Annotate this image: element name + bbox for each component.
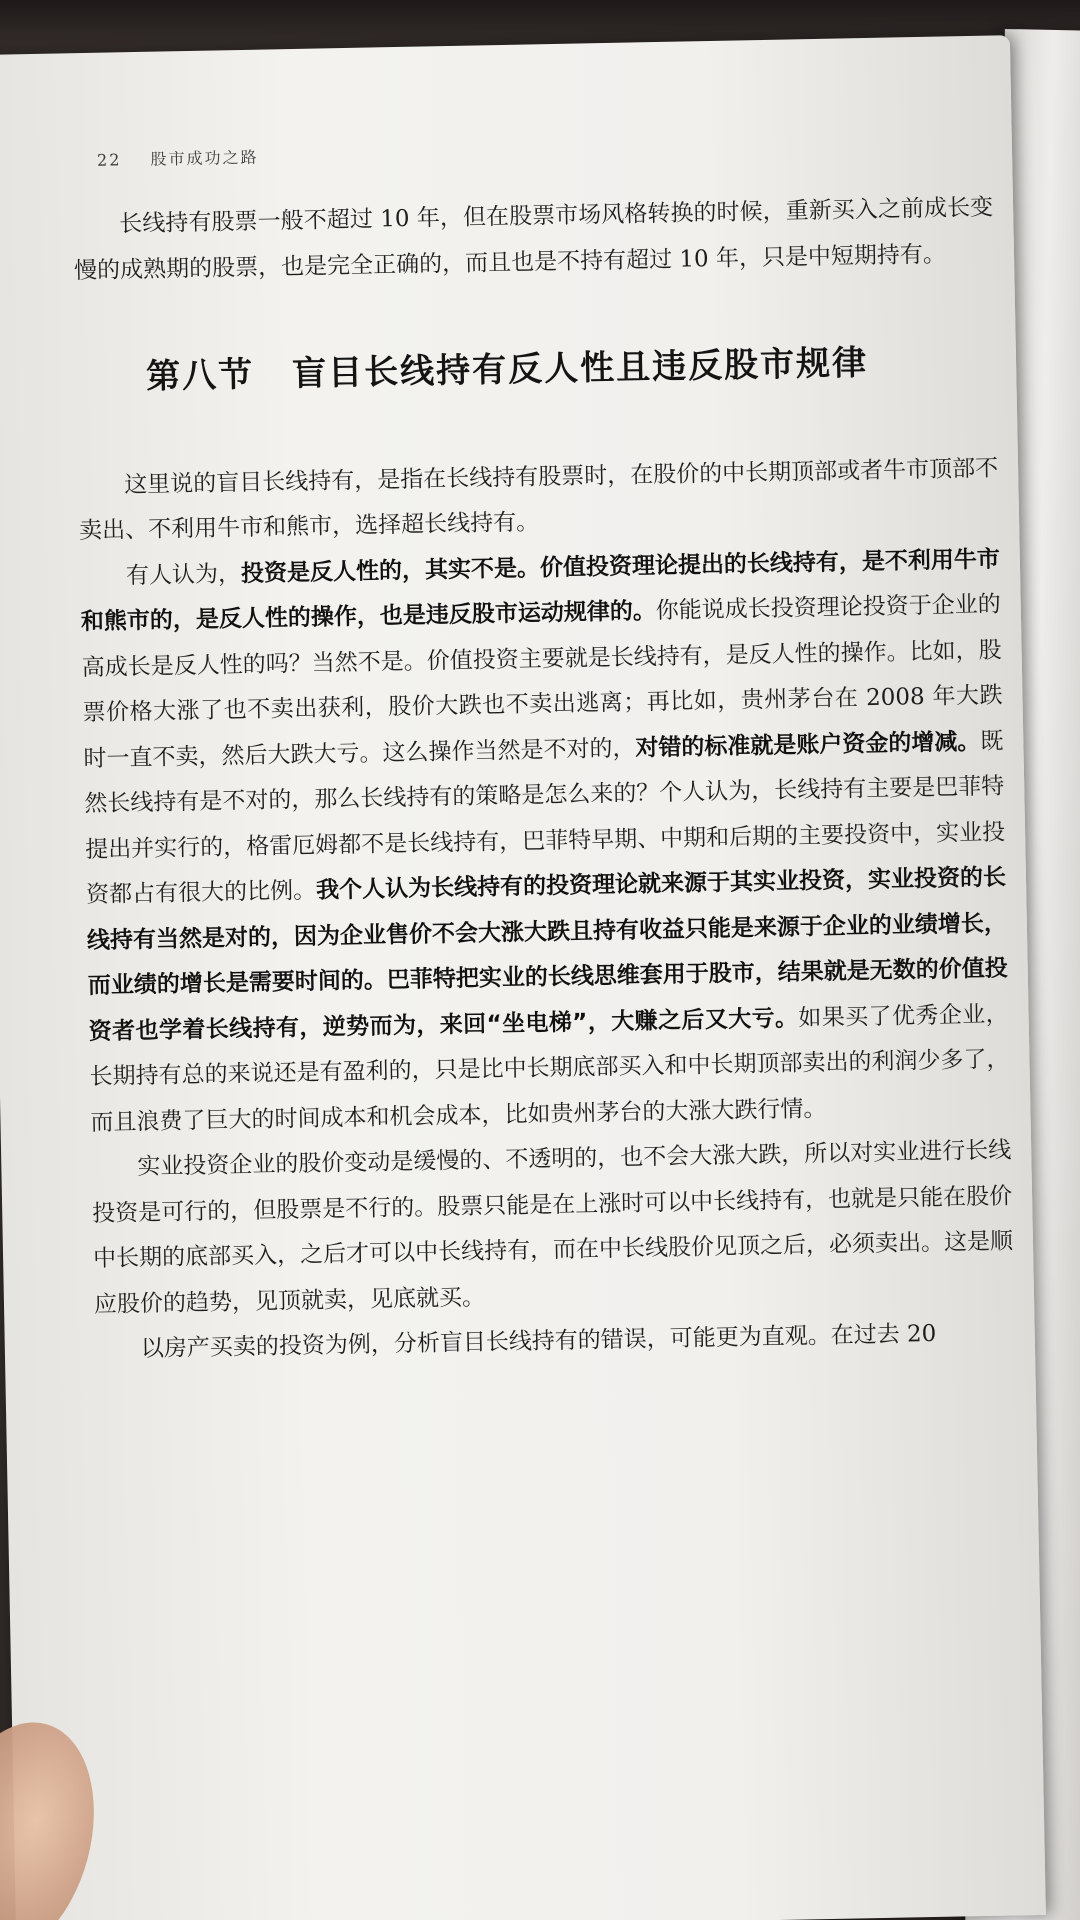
section-number: 第八节: [145, 354, 255, 397]
paragraph-definition: 这里说的盲目长线持有，是指在长线持有股票时，在股价的中长期顶部或者牛市顶部不卖出、不利用牛市和熊市，选择超长线持有。: [78, 455, 999, 545]
page-number: 22: [96, 150, 122, 170]
book-page: [0, 35, 1046, 1920]
running-header: [97, 145, 259, 171]
paragraph-argument: [80, 537, 1011, 1146]
text-run: 既然长线持有是不对的，那么长线持有的策略是怎么来的？个人认为，长线持有主要是巴菲特提出并实行的，格雷厄姆都不是长线持有，巴菲特早期、中期和后期的主要投资中，实业投资都占有很大的比例。: [84, 727, 1006, 909]
section-title: 盲目长线持有反人性且违反股市规律: [291, 343, 869, 395]
bold-text-run: 投资是反人性的，其实不是。价值投资理论提出的长线持有，是不利用牛市和熊市的，是反人性的操作，也是违反股市运动规律的。: [80, 546, 1001, 636]
text-run: 你能说成长投资理论投资于企业的高成长是反人性的吗？当然不是。价值投资主要就是长线持有，是反人性的操作。比如，股票价格大涨了也不卖出获利，股价大跌也不卖出逃离；再比如，贵州茅台在 2008 年大跌时一直不卖，然后大跌大亏。这么操作当然是不对的，: [81, 591, 1003, 772]
paragraph-opening: 长线持有股票一般不超过 10 年，但在股票市场风格转换的时候，重新买入之前成长变慢的成熟期的股票，也是完全正确的，而且也是不持有超过 10 年，只是中短期持有。: [73, 194, 994, 284]
section-heading: [146, 339, 997, 401]
paragraph-real-estate: 以房产买卖的投资为例，分析盲目长线持有的错误，可能更为直观。在过去 20: [140, 1320, 937, 1363]
bold-text-run: 对错的标准就是账户资金的增减。: [635, 728, 981, 762]
bold-text-run: 我个人认为长线持有的投资理论就来源于其实业投资，实业投资的长线持有当然是对的，因为企业售价不会大涨大跌且持有收益只能是来源于企业的业绩增长，而业绩的增长是需要时间的。巴菲特把实业的长线思维套用于股市，结果就是无数的价值投资者也学着长线持有，逆势而为，来回“坐电梯”，大赚之后又大亏。: [86, 864, 1008, 1045]
text-run: 有人认为，: [125, 560, 242, 589]
book-page-content: [0, 35, 1046, 1920]
paragraph-industry-investment: 实业投资企业的股价变动是缓慢的、不透明的，也不会大涨大跌，所以对实业进行长线投资是可行的，但股票是不行的。股票只能是在上涨时可以中长线持有，也就是只能在股价中长期的底部买入，之后才可以中长线持有，而在中长线股价见顶之后，必须卖出。这是顺应股价的趋势，见顶就卖，见底就买。: [92, 1137, 1014, 1318]
page-body: [73, 186, 1015, 1374]
text-run: 如果买了优秀企业，长期持有总的来说还是有盈利的，只是比中长期底部买入和中长期顶部卖出的利润少多了，而且浪费了巨大的时间成本和机会成本，比如贵州茅台的大涨大跌行情。: [89, 1000, 1010, 1136]
book-title: 股市成功之路: [150, 147, 259, 169]
